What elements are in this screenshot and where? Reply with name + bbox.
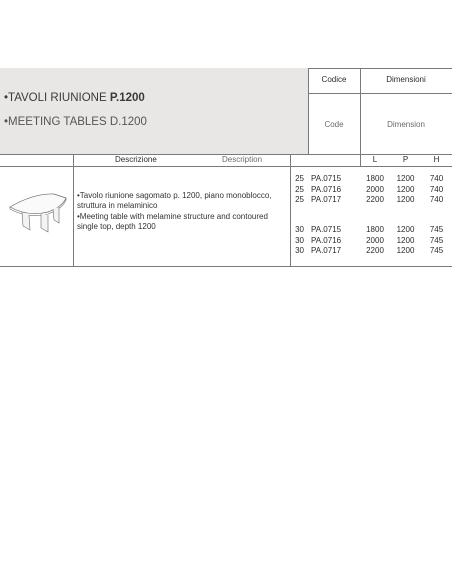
- col-header-dimensioni: Dimensioni: [386, 75, 426, 84]
- row-code: PA.0717: [311, 246, 342, 255]
- col-descrizione: Descrizione: [115, 155, 157, 164]
- divider-code-dim: [360, 154, 361, 167]
- row-thickness: 30: [295, 225, 304, 234]
- row-H: 740: [429, 184, 444, 194]
- table-row: [290, 246, 452, 257]
- row-thickness: 30: [295, 235, 304, 245]
- header-mid-line: [308, 93, 452, 94]
- table-bottom-line: [0, 266, 452, 267]
- row-P: 1200: [396, 246, 415, 255]
- row-L: 1800: [366, 225, 384, 234]
- row-code: PA.0715: [311, 225, 342, 234]
- row-L: 1800: [366, 174, 384, 183]
- header-top-line: [308, 68, 452, 69]
- row-L: 2000: [366, 184, 384, 194]
- row-thickness: 25: [295, 195, 304, 204]
- meeting-table-icon: [8, 190, 70, 238]
- table-row: [290, 195, 452, 206]
- divider-image-desc: [73, 154, 74, 267]
- row-H: 740: [429, 195, 444, 204]
- header-left-divider: [308, 68, 309, 154]
- rows-group-25: [290, 174, 452, 206]
- description-english: •Meeting table with melamine structure and contoured single top, depth 1200: [77, 211, 268, 232]
- col-H: H: [433, 155, 440, 164]
- row-L: 2000: [366, 235, 384, 245]
- table-row: [290, 236, 452, 247]
- title-english: •MEETING TABLES D.1200: [4, 116, 147, 128]
- row-thickness: 25: [295, 184, 304, 194]
- row-H: 740: [429, 174, 444, 183]
- rows-group-30: [290, 225, 452, 257]
- row-thickness: 30: [295, 246, 304, 255]
- row-L: 2200: [366, 195, 384, 204]
- table-row: [290, 174, 452, 185]
- col-header-dimension: Dimension: [387, 120, 425, 129]
- row-P: 1200: [396, 195, 415, 204]
- title-italian-bold: P.1200: [109, 92, 145, 104]
- row-code: PA.0716: [311, 235, 342, 245]
- row-P: 1200: [396, 174, 415, 183]
- description-text: [77, 191, 291, 233]
- col-header-codice: Codice: [321, 75, 347, 84]
- col-header-code: Code: [324, 120, 344, 129]
- col-P: P: [402, 155, 409, 164]
- row-P: 1200: [396, 235, 415, 245]
- table-row: [290, 225, 452, 236]
- row-code: PA.0715: [311, 174, 342, 183]
- title-italian: •TAVOLI RIUNIONE P.1200: [4, 92, 145, 104]
- row-code: PA.0717: [311, 195, 342, 204]
- description-italian: •Tavolo riunione sagomato p. 1200, piano monoblocco, struttura in melaminico: [77, 191, 272, 211]
- row-P: 1200: [396, 184, 415, 194]
- row-H: 745: [429, 225, 444, 234]
- table-row: [290, 185, 452, 196]
- row-P: 1200: [396, 225, 415, 234]
- row-H: 745: [429, 246, 444, 255]
- col-L: L: [372, 155, 378, 164]
- col-header-bottom-line: [0, 166, 452, 167]
- header-code-divider: [360, 68, 361, 154]
- row-H: 745: [429, 235, 444, 245]
- row-code: PA.0716: [311, 184, 342, 194]
- row-L: 2200: [366, 246, 384, 255]
- row-thickness: 25: [295, 174, 304, 183]
- col-description: Description: [222, 155, 263, 164]
